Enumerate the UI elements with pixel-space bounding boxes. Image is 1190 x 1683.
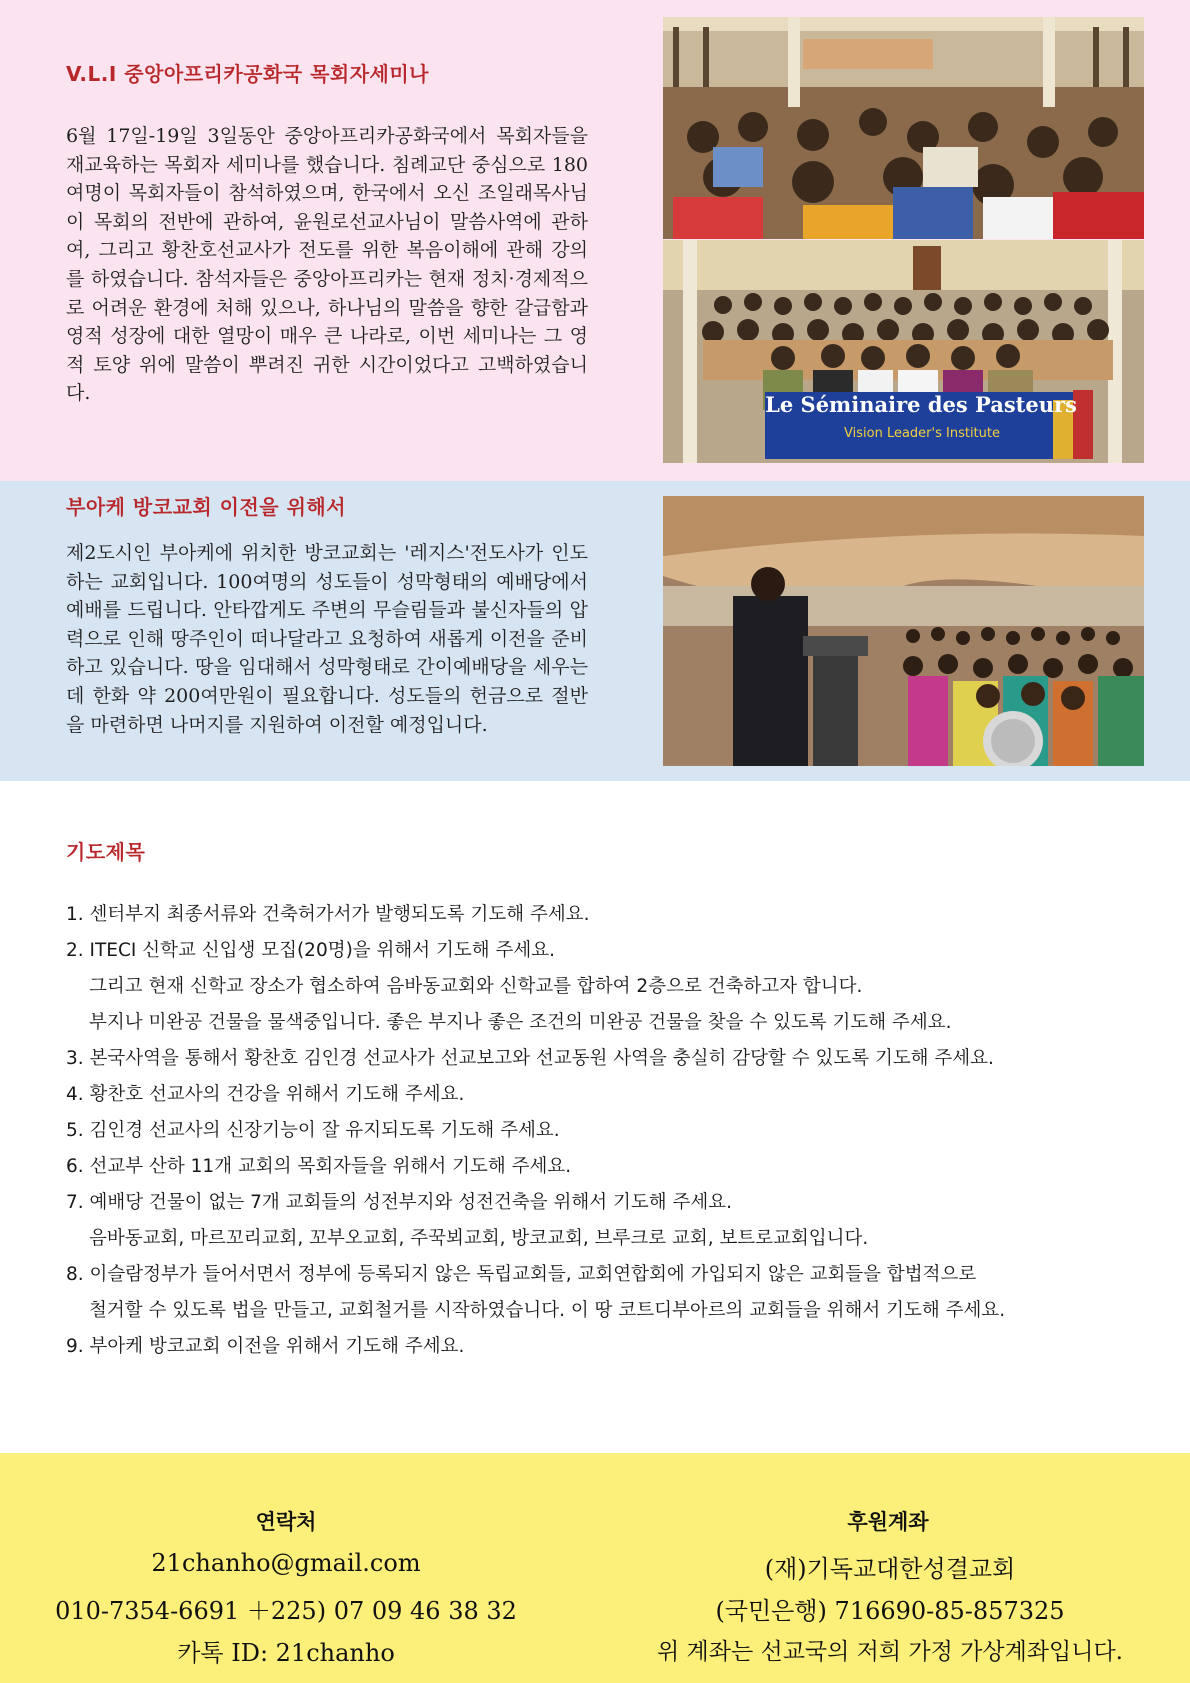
relocation-body: 제2도시인 부아케에 위치한 방코교회는 '레지스'전도사가 인도하는 교회입니다. 100여명의 성도들이 성막형태의 예배당에서 예배를 드립니다. 안타깝게도 주변의 무슬림들과 불신자들의 압력으로 인해 땅주인이 떠나달라고 요청하여 새롭게 이전을 준비하고 있습니다. 땅을 임대해서 성막형태로 간이예배당을 세우는 데 한화 약 200여만원이 필요합니다. 성도들의 헌금으로 절반을 마련하면 나머지를 지원하여 이전할 예정입니다.	[66, 542, 588, 736]
contact-email: 21chanho@gmail.com	[151, 1549, 421, 1577]
prayer-item: 5. 김인경 선교사의 신장기능이 잘 유지되도록 기도해 주세요.	[66, 1120, 560, 1141]
seminar-banner-sub: Vision Leader's Institute	[844, 426, 1000, 441]
seminar-body: 6월 17일-19일 3일동안 중앙아프리카공화국에서 목회자들을 재교육하는 목회자 세미나를 했습니다. 침례교단 중심으로 180여명이 목회자들이 참석하였으며, 한국에서 오신 조일래목사님이 목회의 전반에 관하여, 윤원로선교사님이 말씀사역에 관하여, 그리고 황찬호선교사가 전도를 위한 복음이해에 관해 강의를 하였습니다. 참석자들은 중앙아프리카는 현재 정치·경제적으로 어려운 환경에 처해 있으나, 하나님의 말씀을 향한 갈급함과 영적 성장에 대한 열망이 매우 큰 나라로, 이번 세미나는 그 영적 토양 위에 말씀이 뿌려진 귀한 시간이었다고 고백하였습니다.	[66, 125, 588, 405]
relocation-title: 부아케 방코교회 이전을 위해서	[66, 495, 347, 519]
prayer-item: 8. 이슬람정부가 들어서면서 정부에 등록되지 않은 독립교회들, 교회연합회에 가입되지 않은 교회들을 합법적으로	[66, 1264, 977, 1285]
prayer-item: 2. ITECI 신학교 신입생 모집(20명)을 위해서 기도해 주세요.	[66, 940, 556, 961]
prayer-item: 1. 센터부지 최종서류와 건축허가서가 발행되도록 기도해 주세요.	[66, 904, 590, 925]
prayer-item-continuation: 부지나 미완공 건물을 물색중입니다. 좋은 부지나 좋은 조건의 미완공 건물을 찾을 수 있도록 기도해 주세요.	[89, 1012, 952, 1033]
donation-account: (국민은행) 716690-85-857325	[715, 1597, 1065, 1625]
seminar-banner-main: Le Séminaire des Pasteurs	[765, 392, 1077, 417]
bouake-church-photo	[663, 496, 1144, 766]
prayer-item: 3. 본국사역을 통해서 황찬호 김인경 선교사가 선교보고와 선교동원 사역을 충실히 감당할 수 있도록 기도해 주세요.	[66, 1048, 994, 1069]
prayer-title: 기도제목	[66, 840, 146, 864]
seminar-title: V.L.I 중앙아프리카공화국 목회자세미나	[66, 62, 430, 86]
donation-note: 위 계좌는 선교국의 저희 가정 가상계좌입니다.	[656, 1639, 1123, 1665]
seminar-group-photo	[663, 240, 1144, 463]
prayer-item-continuation: 그리고 현재 신학교 장소가 협소하여 음바동교회와 신학교를 합하여 2층으로 건축하고자 합니다.	[89, 976, 863, 997]
prayer-item: 6. 선교부 산하 11개 교회의 목회자들을 위해서 기도해 주세요.	[66, 1156, 572, 1177]
prayer-item-continuation: 음바동교회, 마르꼬리교회, 꼬부오교회, 주꾹뵈교회, 방코교회, 브루크로 교회, 보트로교회입니다.	[89, 1228, 869, 1249]
contact-phone: 010-7354-6691 ＋225) 07 09 46 38 32	[55, 1597, 517, 1625]
contact-kakao: 카톡 ID: 21chanho	[177, 1639, 395, 1667]
donation-holder: (재)기독교대한성결교회	[764, 1555, 1016, 1583]
prayer-item: 4. 황찬호 선교사의 건강을 위해서 기도해 주세요.	[66, 1084, 465, 1105]
prayer-item: 9. 부아케 방코교회 이전을 위해서 기도해 주세요.	[66, 1336, 465, 1357]
seminar-audience-photo	[663, 17, 1144, 239]
donation-title: 후원계좌	[847, 1510, 929, 1534]
prayer-list	[66, 897, 1126, 1365]
contact-title: 연락처	[255, 1510, 317, 1534]
prayer-item-continuation: 철거할 수 있도록 법을 만들고, 교회철거를 시작하였습니다. 이 땅 코트디부아르의 교회들을 위해서 기도해 주세요.	[89, 1300, 1006, 1321]
prayer-item: 7. 예배당 건물이 없는 7개 교회들의 성전부지와 성전건축을 위해서 기도해 주세요.	[66, 1192, 732, 1213]
